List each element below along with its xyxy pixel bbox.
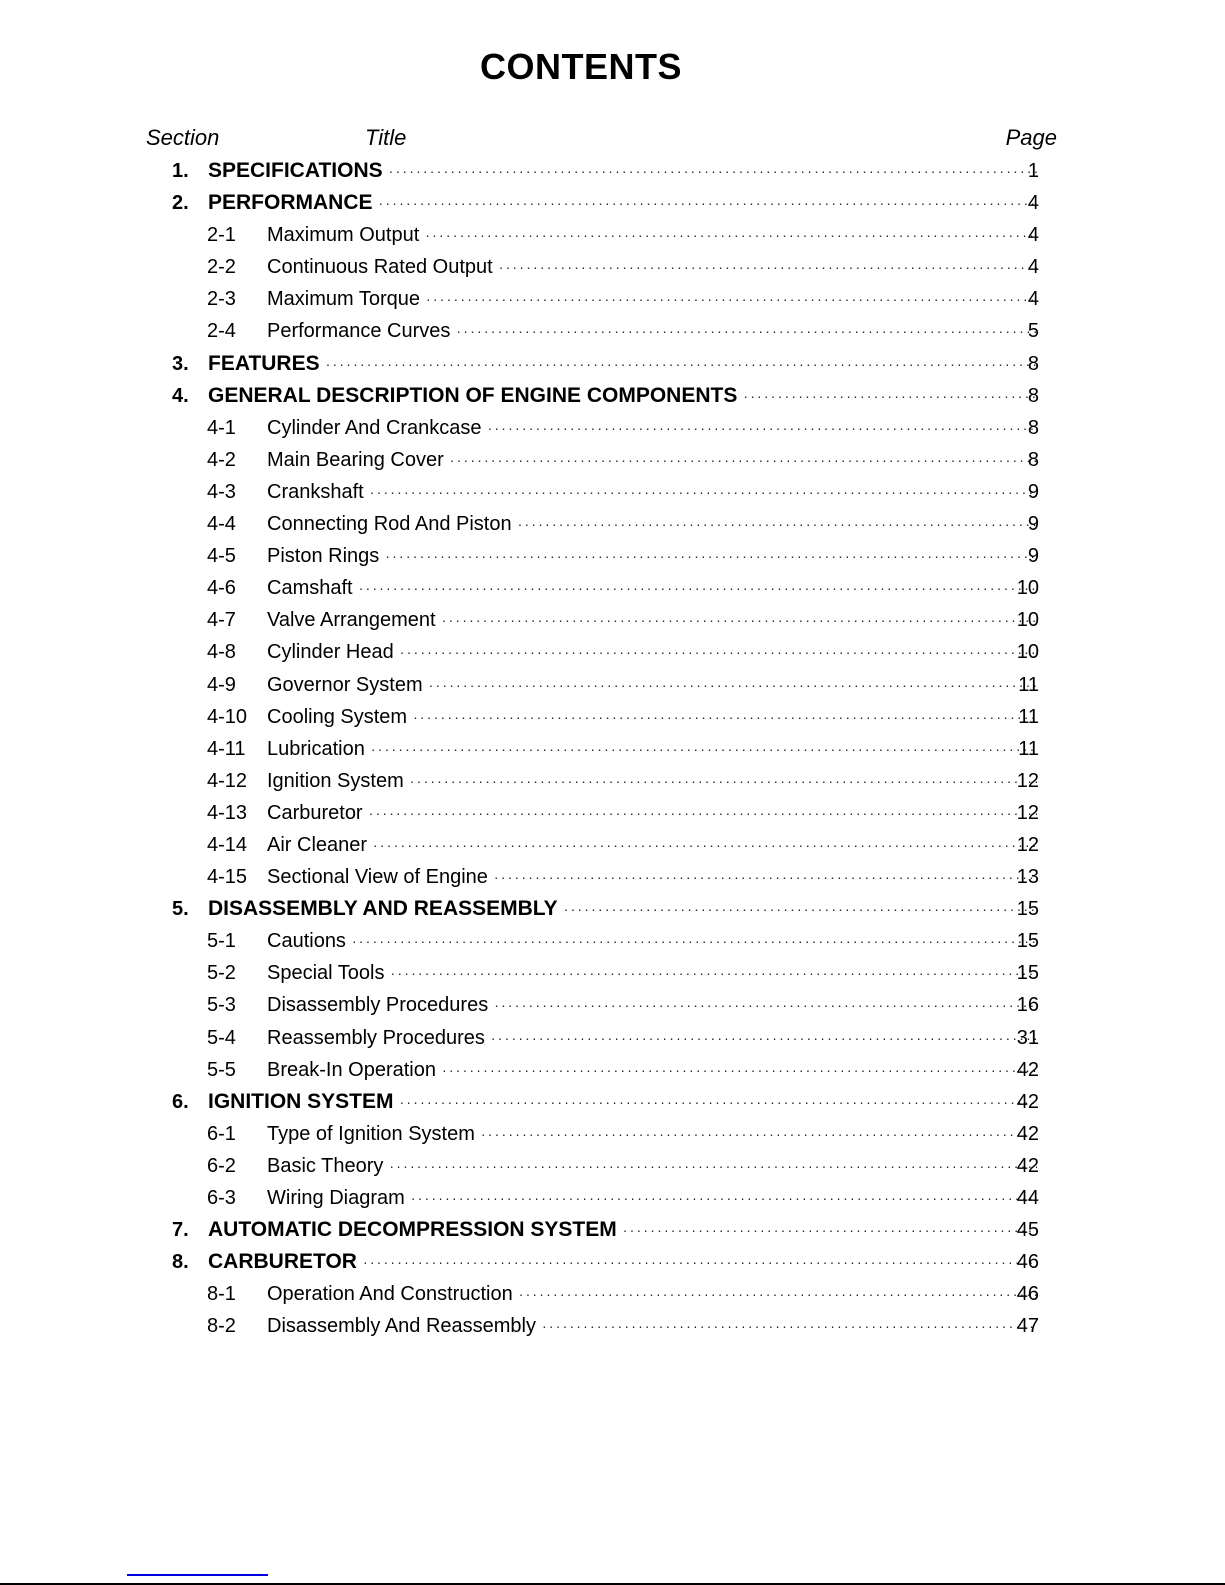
entry-title: Special Tools: [267, 957, 390, 989]
entry-page: 10: [1016, 577, 1039, 600]
entry-number: 4-2: [207, 448, 236, 471]
entry-number: 4-8: [207, 641, 236, 664]
entry-page: 31: [1016, 1026, 1039, 1049]
entry-page: 8: [1027, 352, 1039, 375]
entry-page: 9: [1027, 513, 1039, 536]
entry-number: 3.: [172, 352, 189, 375]
entry-number: 4-12: [207, 769, 248, 792]
entry-title-line: [267, 861, 1037, 893]
entry-title: FEATURES: [208, 348, 326, 380]
entry-title-line: [267, 765, 1037, 797]
entry-number: 2.: [172, 192, 189, 215]
entry-title: Ignition System: [267, 765, 410, 797]
entry-page: 42: [1016, 1154, 1039, 1177]
dot-leader: [442, 1054, 1037, 1086]
entry-number: 8.: [172, 1251, 189, 1274]
entry-number: 6-3: [207, 1187, 236, 1209]
dot-leader: [371, 733, 1037, 765]
entry-page: 4: [1027, 224, 1039, 247]
dot-leader: [564, 893, 1037, 925]
entry-title-line: [267, 957, 1037, 989]
entry-number: 2-2: [207, 256, 236, 279]
toc-subsection-entry[interactable]: [0, 508, 1225, 540]
dot-leader: [400, 636, 1037, 668]
dot-leader: [499, 251, 1037, 283]
entry-page: 9: [1027, 545, 1039, 568]
toc-subsection-entry[interactable]: [0, 251, 1225, 283]
entry-page: 15: [1016, 930, 1039, 953]
dot-leader: [481, 1118, 1037, 1150]
entry-page: 47: [1016, 1315, 1039, 1338]
toc-section-entry[interactable]: [0, 187, 1225, 219]
entry-page: 1: [1027, 160, 1039, 182]
toc-subsection-entry[interactable]: [0, 1278, 1225, 1310]
entry-page: 11: [1018, 673, 1039, 696]
toc-section-entry[interactable]: [0, 1246, 1225, 1278]
entry-page: 9: [1027, 480, 1039, 503]
entry-page: 5: [1027, 320, 1039, 343]
entry-page: 44: [1016, 1187, 1039, 1209]
entry-title: Cooling System: [267, 701, 413, 733]
dot-leader: [379, 187, 1037, 219]
entry-title-line: [267, 219, 1037, 251]
toc-subsection-entry[interactable]: [0, 1150, 1225, 1182]
entry-title-line: [267, 476, 1037, 508]
entry-title-line: [267, 283, 1037, 315]
toc-subsection-entry[interactable]: [0, 283, 1225, 315]
entry-number: 4-7: [207, 609, 236, 632]
entry-number: 1.: [172, 160, 189, 182]
entry-title-line: [267, 1118, 1037, 1150]
dot-leader: [442, 604, 1037, 636]
toc-subsection-entry[interactable]: [0, 829, 1225, 861]
dot-leader: [491, 1022, 1037, 1054]
entry-title: Valve Arrangement: [267, 604, 442, 636]
entry-title-line: [267, 1054, 1037, 1086]
entry-title: Governor System: [267, 669, 429, 701]
dot-leader: [413, 701, 1037, 733]
dot-leader: [519, 1278, 1037, 1310]
entry-number: 4-10: [207, 705, 248, 728]
entry-title: Main Bearing Cover: [267, 444, 450, 476]
entry-title: Basic Theory: [267, 1150, 389, 1182]
toc-section-entry[interactable]: [0, 155, 1225, 187]
entry-title-line: [208, 1214, 1037, 1246]
dot-leader: [429, 669, 1037, 701]
dot-leader: [623, 1214, 1037, 1246]
entry-page: 45: [1016, 1219, 1039, 1242]
entry-title-line: [267, 797, 1037, 829]
entry-title: Performance Curves: [267, 315, 456, 347]
entry-title: Crankshaft: [267, 476, 370, 508]
entry-number: 5-1: [207, 930, 236, 953]
toc-subsection-entry[interactable]: [0, 412, 1225, 444]
entry-number: 6-2: [207, 1154, 236, 1177]
link-underline: [127, 1574, 268, 1576]
dot-leader: [518, 508, 1037, 540]
toc-subsection-entry[interactable]: [0, 219, 1225, 251]
entry-title-line: [267, 444, 1037, 476]
entry-number: 8-2: [207, 1315, 236, 1338]
dot-leader: [373, 829, 1037, 861]
entry-title-line: [208, 187, 1037, 219]
toc-section-entry[interactable]: [0, 893, 1225, 925]
entry-title-line: [267, 540, 1037, 572]
entry-number: 5-2: [207, 962, 236, 985]
entry-title: Carburetor: [267, 797, 369, 829]
dot-leader: [389, 155, 1037, 187]
section-column-header: Section: [146, 125, 220, 150]
entry-number: 8-1: [207, 1283, 236, 1306]
dot-leader: [542, 1310, 1037, 1342]
toc-subsection-entry[interactable]: [0, 444, 1225, 476]
entry-number: 4-1: [207, 416, 236, 439]
entry-page: 12: [1016, 769, 1039, 792]
dot-leader: [389, 1150, 1037, 1182]
entry-title-line: [267, 315, 1037, 347]
entry-title: SPECIFICATIONS: [208, 155, 389, 187]
toc-subsection-entry[interactable]: [0, 733, 1225, 765]
entry-title: Type of Ignition System: [267, 1118, 481, 1150]
toc-section-entry[interactable]: [0, 380, 1225, 412]
toc-subsection-entry[interactable]: [0, 1182, 1225, 1214]
entry-title: PERFORMANCE: [208, 187, 379, 219]
entry-page: 16: [1016, 994, 1039, 1017]
toc-subsection-entry[interactable]: [0, 701, 1225, 733]
entry-title: Air Cleaner: [267, 829, 373, 861]
entry-number: 4-6: [207, 577, 236, 600]
dot-leader: [426, 283, 1037, 315]
dot-leader: [370, 476, 1037, 508]
entry-title: Cylinder And Crankcase: [267, 412, 488, 444]
entry-number: 5.: [172, 898, 189, 921]
dot-leader: [456, 315, 1037, 347]
entry-title-line: [267, 733, 1037, 765]
toc-section-entry[interactable]: [0, 348, 1225, 380]
toc-subsection-entry[interactable]: [0, 1310, 1225, 1342]
dot-leader: [425, 219, 1037, 251]
entry-title: Operation And Construction: [267, 1278, 519, 1310]
dot-leader: [450, 444, 1037, 476]
entry-number: 6-1: [207, 1122, 236, 1145]
entry-page: 4: [1027, 288, 1039, 311]
entry-page: 8: [1027, 448, 1039, 471]
entry-number: 5-5: [207, 1058, 236, 1081]
entry-title: CARBURETOR: [208, 1246, 363, 1278]
dot-leader: [352, 925, 1037, 957]
toc-subsection-entry[interactable]: [0, 957, 1225, 989]
entry-title-line: [267, 604, 1037, 636]
entry-number: 7.: [172, 1219, 189, 1242]
entry-title: Wiring Diagram: [267, 1182, 411, 1214]
entry-title: DISASSEMBLY AND REASSEMBLY: [208, 893, 564, 925]
entry-title-line: [267, 925, 1037, 957]
entry-number: 4-3: [207, 480, 236, 503]
entry-page: 46: [1016, 1251, 1039, 1274]
entry-title-line: [208, 348, 1037, 380]
entry-title-line: [267, 508, 1037, 540]
toc-subsection-entry[interactable]: [0, 1054, 1225, 1086]
entry-title: GENERAL DESCRIPTION OF ENGINE COMPONENTS: [208, 380, 743, 412]
entry-title-line: [208, 380, 1037, 412]
entry-title-line: [267, 251, 1037, 283]
entry-title-line: [208, 1246, 1037, 1278]
entry-title: Maximum Output: [267, 219, 425, 251]
entry-page: 42: [1016, 1058, 1039, 1081]
entry-title: Disassembly Procedures: [267, 989, 494, 1021]
dot-leader: [359, 572, 1037, 604]
entry-title-line: [267, 1310, 1037, 1342]
entry-title: Camshaft: [267, 572, 359, 604]
entry-title: Break-In Operation: [267, 1054, 442, 1086]
toc-subsection-entry[interactable]: [0, 572, 1225, 604]
dot-leader: [326, 348, 1037, 380]
entry-title: Sectional View of Engine: [267, 861, 494, 893]
dot-leader: [369, 797, 1037, 829]
page-column-header: Page: [1005, 125, 1057, 150]
entry-title-line: [267, 636, 1037, 668]
toc-subsection-entry[interactable]: [0, 636, 1225, 668]
entry-page: 15: [1016, 962, 1039, 985]
entry-title: Reassembly Procedures: [267, 1022, 491, 1054]
dot-leader: [743, 380, 1037, 412]
entry-title: Cautions: [267, 925, 352, 957]
entry-page: 12: [1016, 801, 1039, 824]
entry-number: 4.: [172, 384, 189, 407]
entry-title: Connecting Rod And Piston: [267, 508, 518, 540]
entry-page: 42: [1016, 1122, 1039, 1145]
toc-subsection-entry[interactable]: [0, 669, 1225, 701]
toc-subsection-entry[interactable]: [0, 315, 1225, 347]
entry-title: Continuous Rated Output: [267, 251, 499, 283]
entry-title: Disassembly And Reassembly: [267, 1310, 542, 1342]
entry-page: 10: [1016, 641, 1039, 664]
entry-title-line: [267, 1150, 1037, 1182]
dot-leader: [385, 540, 1037, 572]
entry-number: 2-3: [207, 288, 236, 311]
entry-title: Lubrication: [267, 733, 371, 765]
toc-subsection-entry[interactable]: [0, 925, 1225, 957]
toc-subsection-entry[interactable]: [0, 1022, 1225, 1054]
entry-title-line: [267, 701, 1037, 733]
entry-page: 42: [1016, 1090, 1039, 1113]
entry-title-line: [208, 1086, 1037, 1118]
entry-title-line: [267, 829, 1037, 861]
toc-subsection-entry[interactable]: [0, 861, 1225, 893]
dot-leader: [488, 412, 1037, 444]
entry-number: 5-4: [207, 1026, 236, 1049]
entry-page: 8: [1027, 384, 1039, 407]
entry-title: Piston Rings: [267, 540, 385, 572]
entry-title-line: [208, 893, 1037, 925]
entry-number: 4-14: [207, 833, 248, 856]
entry-page: 15: [1016, 898, 1039, 921]
dot-leader: [363, 1246, 1037, 1278]
toc-subsection-entry[interactable]: [0, 1118, 1225, 1150]
entry-number: 2-1: [207, 224, 236, 247]
toc-subsection-entry[interactable]: [0, 797, 1225, 829]
dot-leader: [400, 1086, 1037, 1118]
entry-title-line: [267, 572, 1037, 604]
entry-page: 8: [1027, 416, 1039, 439]
toc-section-entry[interactable]: [0, 1086, 1225, 1118]
entry-page: 4: [1027, 192, 1039, 215]
dot-leader: [494, 861, 1037, 893]
entry-page: 4: [1027, 256, 1039, 279]
dot-leader: [410, 765, 1037, 797]
entry-number: 4-11: [207, 737, 246, 760]
entry-title-line: [267, 1278, 1037, 1310]
entry-page: 11: [1018, 705, 1039, 728]
entry-number: 4-13: [207, 801, 248, 824]
entry-title-line: [267, 412, 1037, 444]
toc-subsection-entry[interactable]: [0, 476, 1225, 508]
entry-number: 4-15: [207, 866, 248, 889]
entry-page: 11: [1018, 737, 1039, 760]
entry-title-line: [267, 1022, 1037, 1054]
dot-leader: [390, 957, 1037, 989]
dot-leader: [411, 1182, 1037, 1214]
title-column-header: Title: [365, 125, 407, 150]
entry-number: 5-3: [207, 994, 236, 1017]
entry-number: 2-4: [207, 320, 236, 343]
entry-title-line: [267, 1182, 1037, 1214]
entry-title-line: [208, 155, 1037, 187]
entry-title-line: [267, 989, 1037, 1021]
toc-section-entry[interactable]: [0, 1214, 1225, 1246]
entry-number: 4-9: [207, 673, 236, 696]
contents-list: [0, 155, 1225, 1342]
entry-title-line: [267, 669, 1037, 701]
entry-number: 4-5: [207, 545, 236, 568]
toc-subsection-entry[interactable]: [0, 989, 1225, 1021]
entry-number: 6.: [172, 1090, 189, 1113]
page-title: CONTENTS: [480, 46, 682, 87]
entry-page: 12: [1016, 833, 1039, 856]
entry-page: 13: [1016, 866, 1039, 889]
entry-page: 46: [1016, 1283, 1039, 1306]
entry-title: Maximum Torque: [267, 283, 426, 315]
entry-number: 4-4: [207, 513, 236, 536]
entry-title: Cylinder Head: [267, 636, 400, 668]
dot-leader: [494, 989, 1037, 1021]
entry-title: IGNITION SYSTEM: [208, 1086, 400, 1118]
toc-subsection-entry[interactable]: [0, 765, 1225, 797]
entry-title: AUTOMATIC DECOMPRESSION SYSTEM: [208, 1214, 623, 1246]
toc-subsection-entry[interactable]: [0, 604, 1225, 636]
toc-subsection-entry[interactable]: [0, 540, 1225, 572]
entry-page: 10: [1016, 609, 1039, 632]
